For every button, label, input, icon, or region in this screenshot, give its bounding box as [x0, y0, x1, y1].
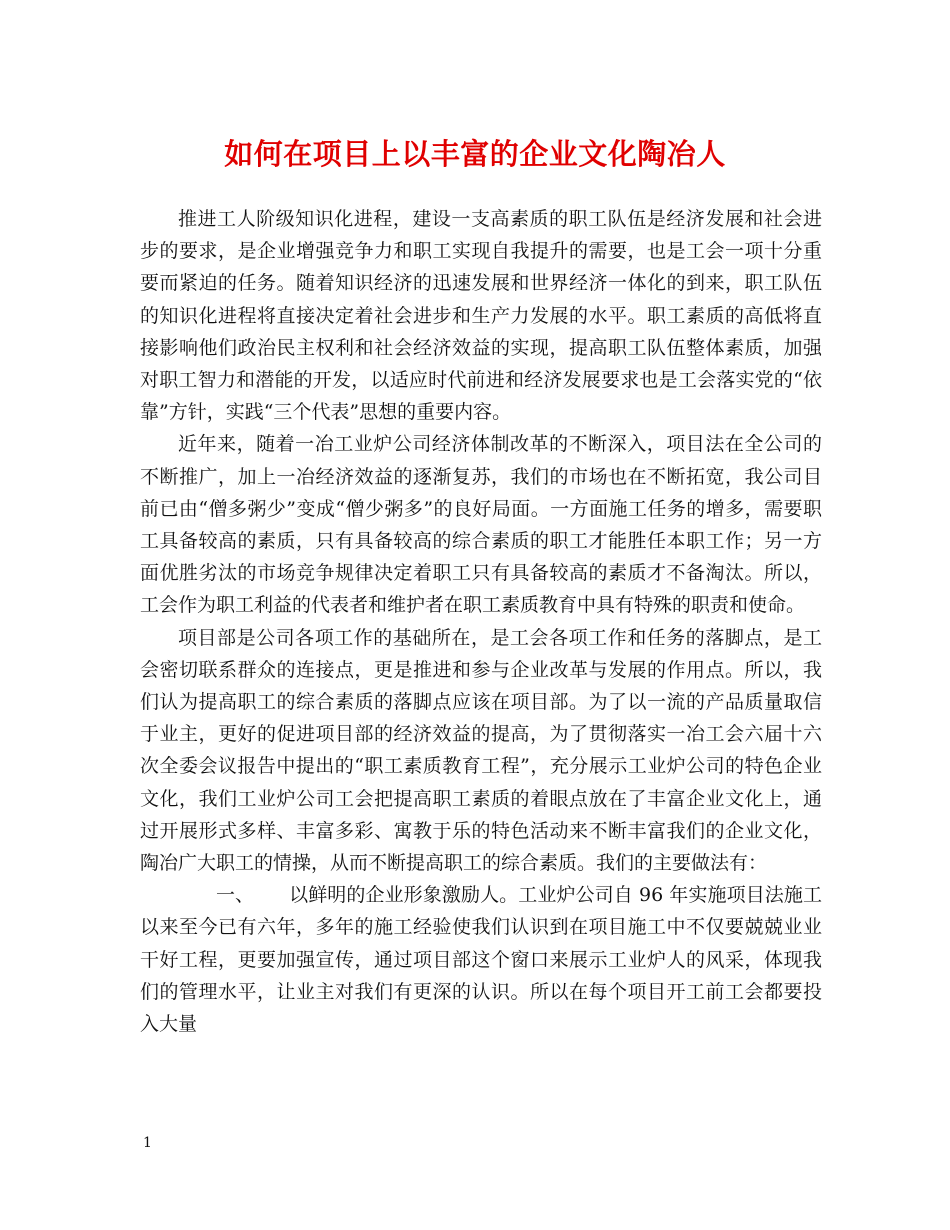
list-item — [140, 879, 822, 1040]
paragraph: 项目部是公司各项工作的基础所在，是工会各项工作和任务的落脚点，是工会密切联系群众的连接点，更是推进和参与企业改革与发展的作用点。所以，我们认为提高职工的综合素质的落脚点应该在项目部。为了以一流的产品质量取信于业主，更好的促进项目部的经济效益的提高，为了贯彻落实一冶工会六届十六次全委会议报告中提出的“职工素质教育工程”，充分展示工业炉公司的特色企业文化，我们工业炉公司工会把提高职工素质的着眼点放在了丰富企业文化上，通过开展形式多样、丰富多彩、寓教于乐的特色活动来不断丰富我们的企业文化，陶冶广大职工的情操，从而不断提高职工的综合素质。我们的主要做法有： — [140, 626, 822, 875]
document-title: 如何在项目上以丰富的企业文化陶冶人 — [224, 137, 726, 171]
page-number: 1 — [143, 1135, 152, 1151]
paragraph: 近年来，随着一冶工业炉公司经济体制改革的不断深入，项目法在全公司的不断推广，加上一冶经济效益的逐渐复苏，我们的市场也在不断拓宽，我公司目前已由“僧多粥少”变成“僧少粥多”的良好局面。一方面施工任务的增多，需要职工具备较高的素质，只有具备较高的综合素质的职工才能胜任本职工作；另一方面优胜劣汰的市场竞争规律决定着职工只有具备较高的素质才不备淘汰。所以，工会作为职工利益的代表者和维护者在职工素质教育中具有特殊的职责和使命。 — [140, 433, 822, 617]
document-body — [140, 203, 822, 1040]
paragraph: 推进工人阶级知识化进程，建设一支高素质的职工队伍是经济发展和社会进步的要求，是企业增强竞争力和职工实现自我提升的需要，也是工会一项十分重要而紧迫的任务。随着知识经济的迅速发展和世界经济一体化的到来，职工队伍的知识化进程将直接决定着社会进步和生产力发展的水平。职工素质的高低将直接影响他们政治民主权利和社会经济效益的实现，提高职工队伍整体素质，加强对职工智力和潜能的开发，以适应时代前进和经济发展要求也是工会落实党的“依靠”方针，实践“三个代表”思想的重要内容。 — [140, 208, 822, 424]
list-item-text: 以鲜明的企业形象激励人。工业炉公司自 96 年实施项目法施工以来至今已有六年，多年的施工经验使我们认识到在项目施工中不仅要兢兢业业干好工程，更要加强宣传，通过项目部这个窗口来展示工业炉人的风采，体现我们的管理水平，让业主对我们有更深的认识。所以在每个项目开工前工会都要投入大量 — [140, 884, 822, 1036]
list-item-number: 一、 — [216, 884, 255, 907]
